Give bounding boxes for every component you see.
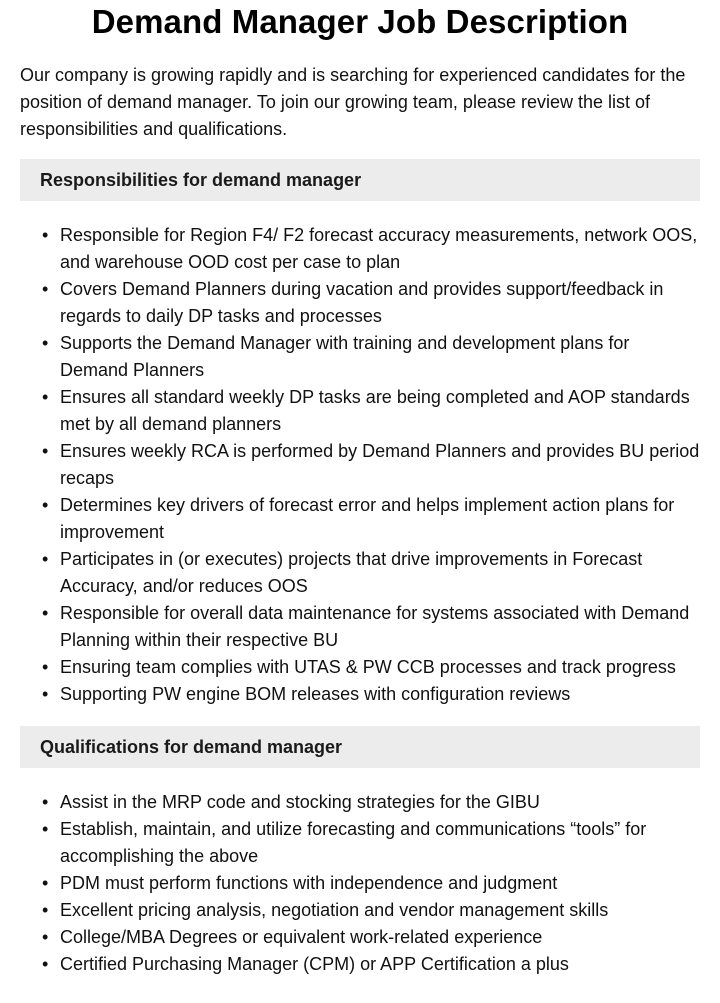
list-item-text: Determines key drivers of forecast error and helps implement action plans for improvement [60, 495, 675, 542]
page-title: Demand Manager Job Description [91, 3, 629, 40]
bullet-icon: • [42, 279, 49, 299]
list-item [42, 681, 700, 708]
list-item-text: Ensures all standard weekly DP tasks are being completed and AOP standards met by all demand planners [60, 387, 690, 434]
list-item [42, 438, 700, 492]
list-item-text: Ensures weekly RCA is performed by Demand Planners and provides BU period recaps [60, 441, 700, 488]
list-item-text: Excellent pricing analysis, negotiation and vendor management skills [60, 900, 609, 920]
intro-paragraph: Our company is growing rapidly and is searching for experienced candidates for the position of demand manager. To join our growing team, please review the list of responsibilities and qualifications. [20, 65, 686, 139]
bullet-icon: • [42, 657, 49, 677]
bullet-icon: • [42, 333, 49, 353]
list-item-text: Responsible for Region F4/ F2 forecast accuracy measurements, network OOS, and warehouse OOD cost per case to plan [60, 225, 698, 272]
list-item-text: College/MBA Degrees or equivalent work-related experience [60, 927, 543, 947]
list-item [42, 492, 700, 546]
list-item-text: Supporting PW engine BOM releases with configuration reviews [60, 684, 571, 704]
responsibilities-list [20, 222, 700, 708]
list-item-text: Participates in (or executes) projects that drive improvements in Forecast Accuracy, and/or reduces OOS [60, 549, 643, 596]
list-item [42, 951, 700, 978]
bullet-icon: • [42, 819, 49, 839]
list-item [42, 276, 700, 330]
list-item [42, 816, 700, 870]
list-item [42, 897, 700, 924]
bullet-icon: • [42, 684, 49, 704]
list-item-text: PDM must perform functions with independence and judgment [60, 873, 558, 893]
bullet-icon: • [42, 441, 49, 461]
list-item-text: Covers Demand Planners during vacation and provides support/feedback in regards to daily DP tasks and processes [60, 279, 664, 326]
list-item [42, 870, 700, 897]
bullet-icon: • [42, 387, 49, 407]
bullet-icon: • [42, 792, 49, 812]
list-item-text: Assist in the MRP code and stocking strategies for the GIBU [60, 792, 540, 812]
list-item [42, 600, 700, 654]
list-item-text: Certified Purchasing Manager (CPM) or APP Certification a plus [60, 954, 569, 974]
list-item [42, 330, 700, 384]
list-item-text: Establish, maintain, and utilize forecasting and communications “tools” for accomplishing the above [60, 819, 647, 866]
qualifications-list [20, 789, 700, 978]
list-item [42, 222, 700, 276]
responsibilities-header: Responsibilities for demand manager [20, 159, 700, 201]
list-item-text: Ensuring team complies with UTAS & PW CCB processes and track progress [60, 657, 676, 677]
bullet-icon: • [42, 225, 49, 245]
list-item-text: Responsible for overall data maintenance for systems associated with Demand Planning within their respective BU [60, 603, 690, 650]
qualifications-header: Qualifications for demand manager [20, 726, 700, 768]
list-item [42, 789, 700, 816]
bullet-icon: • [42, 927, 49, 947]
bullet-icon: • [42, 603, 49, 623]
list-item [42, 654, 700, 681]
list-item [42, 384, 700, 438]
bullet-icon: • [42, 954, 49, 974]
bullet-icon: • [42, 549, 49, 569]
list-item-text: Supports the Demand Manager with training and development plans for Demand Planners [60, 333, 630, 380]
list-item [42, 924, 700, 951]
bullet-icon: • [42, 495, 49, 515]
bullet-icon: • [42, 873, 49, 893]
list-item [42, 546, 700, 600]
bullet-icon: • [42, 900, 49, 920]
